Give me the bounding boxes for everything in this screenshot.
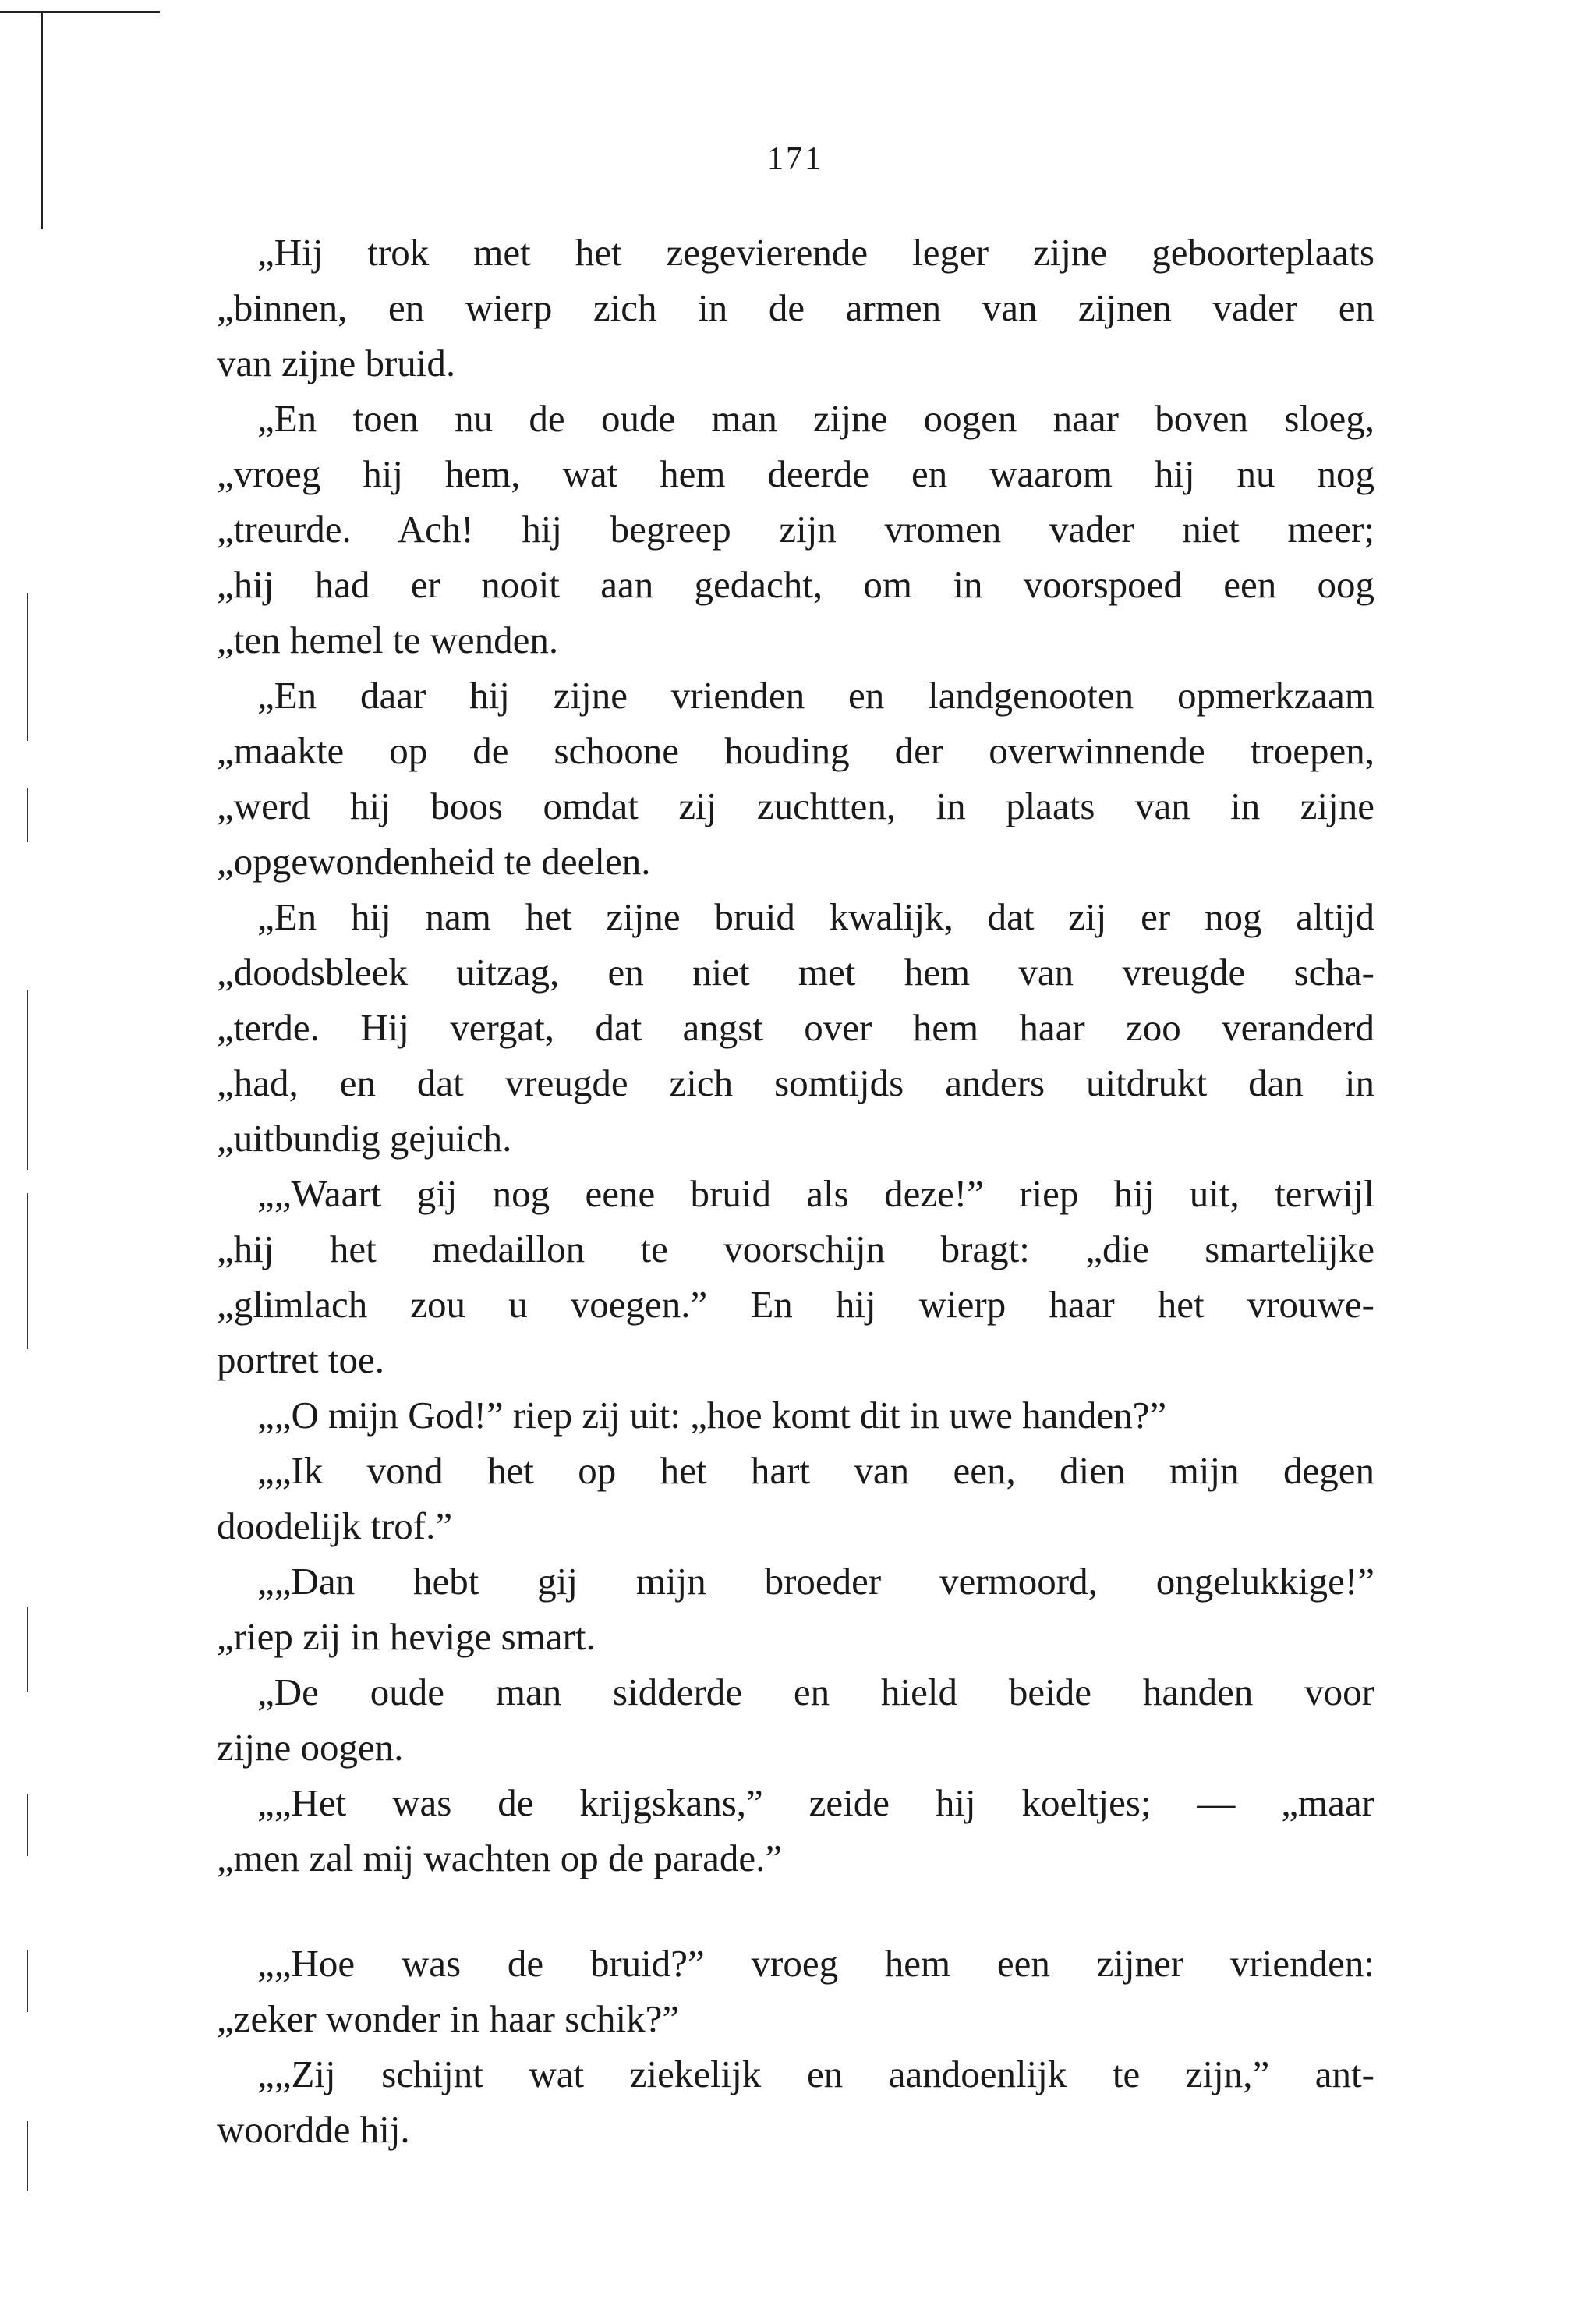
text-line: „„O mijn God!” riep zij uit: „hoe komt dit in uwe handen?” (257, 1394, 1167, 1437)
text-line: „„Ik vond het op het hart van een, dien mijn degen (257, 1449, 1374, 1492)
text-line: „Hij trok met het zegevierende leger zijne geboorteplaats (257, 231, 1374, 274)
text-line: portret toe. (217, 1338, 384, 1381)
text-line: „„Dan hebt gij mijn broeder vermoord, ongelukkige!” (257, 1560, 1374, 1603)
binding-edge (27, 1193, 28, 1349)
text-line: „„Waart gij nog eene bruid als deze!” riep hij uit, terwijl (257, 1172, 1374, 1215)
text-line: „En daar hij zijne vrienden en landgenooten opmerkzaam (257, 674, 1374, 717)
binding-edge (27, 1794, 28, 1856)
page-number: 171 (767, 141, 823, 177)
text-line: „doodsbleek uitzag, en niet met hem van vreugde scha- (217, 951, 1374, 994)
text-line: doodelijk trof.” (217, 1504, 453, 1547)
text-line: „maakte op de schoone houding der overwinnende troepen, (217, 729, 1374, 772)
body-text (217, 225, 1374, 2157)
text-line: „ten hemel te wenden. (217, 618, 559, 661)
text-line: „De oude man sidderde en hield beide handen voor (257, 1670, 1374, 1713)
text-line: „hij had er nooit aan gedacht, om in voorspoed een oog (217, 563, 1374, 606)
text-line: „vroeg hij hem, wat hem deerde en waarom hij nu nog (217, 452, 1374, 495)
text-line: „treurde. Ach! hij begreep zijn vromen vader niet meer; (217, 508, 1374, 551)
binding-edge (27, 1950, 28, 2012)
text-line: „binnen, en wierp zich in de armen van zijnen vader en (217, 286, 1374, 329)
crop-mark (41, 11, 43, 229)
text-line: „werd hij boos omdat zij zuchtten, in plaats van in zijne (217, 785, 1374, 827)
text-line: „En toen nu de oude man zijne oogen naar boven sloeg, (257, 397, 1374, 440)
text-line: „„Zij schijnt wat ziekelijk en aandoenlijk te zijn,” ant- (257, 2053, 1374, 2095)
text-line: „„Het was de krijgskans,” zeide hij koeltjes; — „maar (257, 1781, 1374, 1824)
binding-edge (27, 2121, 28, 2191)
text-line: „riep zij in hevige smart. (217, 1615, 596, 1658)
binding-edge (27, 990, 28, 1170)
binding-edge (27, 788, 28, 842)
text-line: „men zal mij wachten op de parade.” (217, 1837, 783, 1879)
text-line: woordde hij. (217, 2108, 410, 2151)
text-line: „had, en dat vreugde zich somtijds anders uitdrukt dan in (217, 1061, 1374, 1104)
text-line: „En hij nam het zijne bruid kwalijk, dat zij er nog altijd (257, 895, 1374, 938)
text-line: zijne oogen. (217, 1726, 404, 1769)
text-line: „terde. Hij vergat, dat angst over hem haar zoo veranderd (217, 1006, 1374, 1049)
text-line: „zeker wonder in haar schik?” (217, 1997, 680, 2040)
text-line: „hij het medaillon te voorschijn bragt: „die smartelijke (217, 1228, 1374, 1270)
binding-edge (27, 593, 28, 741)
text-line: „opgewondenheid te deelen. (217, 840, 651, 883)
paragraph-gap (217, 1886, 1374, 1936)
text-line: „uitbundig gejuich. (217, 1117, 512, 1160)
text-line: van zijne bruid. (217, 342, 456, 384)
text-line: „glimlach zou u voegen.” En hij wierp haar het vrouwe- (217, 1283, 1374, 1326)
text-line: „„Hoe was de bruid?” vroeg hem een zijner vrienden: (257, 1942, 1374, 1985)
crop-mark (0, 11, 160, 13)
binding-edge (27, 1607, 28, 1692)
